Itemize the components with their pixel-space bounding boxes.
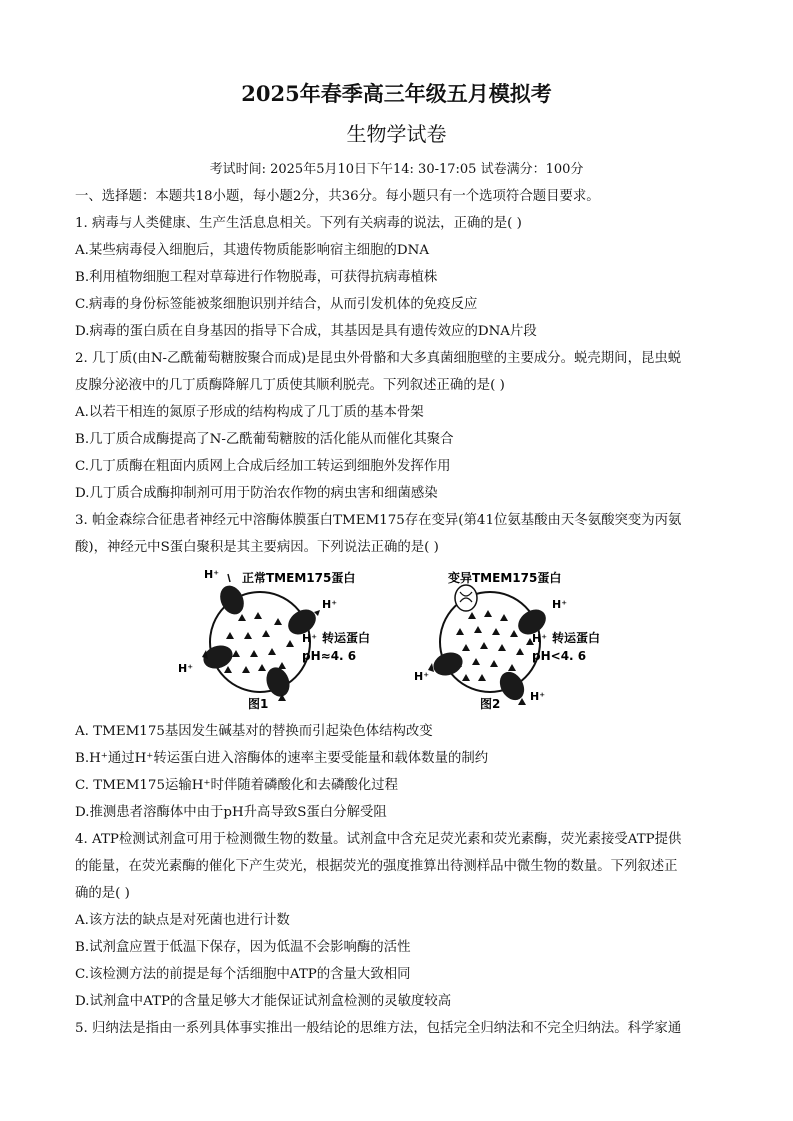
exam-title: 2025年春季高三年级五月模拟考 xyxy=(241,81,552,106)
question-3-stem: 3. 帕金森综合征患者神经元中溶酶体膜蛋白TMEM175存在变异(第41位氨基酸由天冬氨酸突变为丙氨 xyxy=(75,513,682,528)
membrane-protein-1b xyxy=(263,664,294,700)
membrane-protein-2a xyxy=(430,649,466,680)
question-4-stem-end: 确的是( ) xyxy=(75,886,130,901)
fig2-transport-label: 转运蛋白 xyxy=(552,631,601,645)
section-heading: 一、选择题：本题共18小题，每小题2分，共36分。每小题只有一个选项符合题目要求。 xyxy=(75,189,600,204)
h-ion-label: H⁺ xyxy=(530,690,546,703)
question-3-option-c: C. TMEM175运输H⁺时伴随着磷酸化和去磷酸化过程 xyxy=(75,778,398,793)
question-4-option-a: A.该方法的缺点是对死菌也进行计数 xyxy=(75,913,290,928)
question-3-option-d: D.推测患者溶酶体中由于pH升高导致S蛋白分解受阻 xyxy=(75,805,387,820)
exam-subtitle: 生物学试卷 xyxy=(346,122,447,146)
figure-1 xyxy=(178,568,370,711)
fig2-protein-label: 变异TMEM175蛋白 xyxy=(448,571,562,585)
question-1-option-b: B.利用植物细胞工程对草莓进行作物脱毒，可获得抗病毒植株 xyxy=(75,270,438,285)
question-2-option-b: B.几丁质合成酶提高了N-乙酰葡萄糖胺的活化能从而催化其聚合 xyxy=(75,432,454,447)
question-2-stem-cont: 皮腺分泌液中的几丁质酶降解几丁质使其顺利脱壳。下列叙述正确的是( ) xyxy=(75,378,505,393)
fig2-caption: 图2 xyxy=(480,697,501,711)
lysosome-membrane-2 xyxy=(440,592,540,692)
lysosome-figure xyxy=(178,562,630,717)
h-ion-label: H⁺ xyxy=(178,662,194,675)
question-4-option-b: B.试剂盒应置于低温下保存，因为低温不会影响酶的活性 xyxy=(75,940,411,955)
exam-meta: 考试时间: 2025年5月10日下午14: 30-17:05 试卷满分：100分 xyxy=(209,162,584,177)
lysosome-diagram xyxy=(178,562,630,717)
question-1-option-c: C.病毒的身份标签能被浆细胞识别并结合，从而引发机体的免疫反应 xyxy=(75,297,478,312)
question-3-option-b: B.H⁺通过H⁺转运蛋白进入溶酶体的速率主要受能量和载体数量的制约 xyxy=(75,751,489,766)
question-4-stem-cont: 的能量，在荧光素酶的催化下产生荧光，根据荧光的强度推算出待测样品中微生物的数量。下列叙述正 xyxy=(75,859,678,874)
proton-triangles-1 xyxy=(224,612,294,673)
question-3-option-a: A. TMEM175基因发生碱基对的替换而引起染色体结构改变 xyxy=(75,724,433,739)
h-ion-label: H⁺ xyxy=(322,598,338,611)
h-ion-label: H⁺ xyxy=(552,598,568,611)
fig1-protein-label: 正常TMEM175蛋白 xyxy=(242,571,356,585)
question-1-option-a: A.某些病毒侵入细胞后，其遗传物质能影响宿主细胞的DNA xyxy=(75,243,430,258)
fig1-caption: 图1 xyxy=(248,697,269,711)
question-3-stem-cont: 酸)，神经元中S蛋白聚积是其主要病因。下列说法正确的是( ) xyxy=(75,540,439,555)
fig2-ph-label: pH<4. 6 xyxy=(532,649,587,663)
question-2-option-a: A.以若干相连的氮原子形成的结构构成了几丁质的基本骨架 xyxy=(75,405,424,420)
h-ion-label: H⁺ xyxy=(204,568,220,581)
h-ion-label: H⁺ xyxy=(302,632,318,645)
question-4-option-d: D.试剂盒中ATP的含量足够大才能保证试剂盒检测的灵敏度较高 xyxy=(75,994,452,1009)
fig1-ph-label: pH≈4. 6 xyxy=(302,649,357,663)
question-2-stem: 2. 几丁质(由N-乙酰葡萄糖胺聚合而成)是昆虫外骨骼和大多真菌细胞壁的主要成分。蜕壳期间，昆虫蜕 xyxy=(75,351,682,366)
question-1-option-d: D.病毒的蛋白质在自身基因的指导下合成，其基因是具有遗传效应的DNA片段 xyxy=(75,324,537,339)
question-5-stem: 5. 归纳法是指由一系列具体事实推出一般结论的思维方法，包括完全归纳法和不完全归纳法。科学家通 xyxy=(75,1021,682,1036)
question-4-stem: 4. ATP检测试剂盒可用于检测微生物的数量。试剂盒中含充足荧光素和荧光素酶，荧光素接受ATP提供 xyxy=(75,832,682,847)
question-2-option-c: C.几丁质酶在粗面内质网上合成后经加工转运到细胞外发挥作用 xyxy=(75,459,451,474)
h-ion-label: H⁺ xyxy=(414,670,430,683)
h-ion-label: H⁺ xyxy=(532,632,548,645)
question-1-stem: 1. 病毒与人类健康、生产生活息息相关。下列有关病毒的说法，正确的是( ) xyxy=(75,216,522,231)
figure-2 xyxy=(414,570,600,711)
question-2-option-d: D.几丁质合成酶抑制剂可用于防治农作物的病虫害和细菌感染 xyxy=(75,486,438,501)
fig1-transport-label: 转运蛋白 xyxy=(322,631,371,645)
question-4-option-c: C.该检测方法的前提是每个活细胞中ATP的含量大致相同 xyxy=(75,967,411,982)
